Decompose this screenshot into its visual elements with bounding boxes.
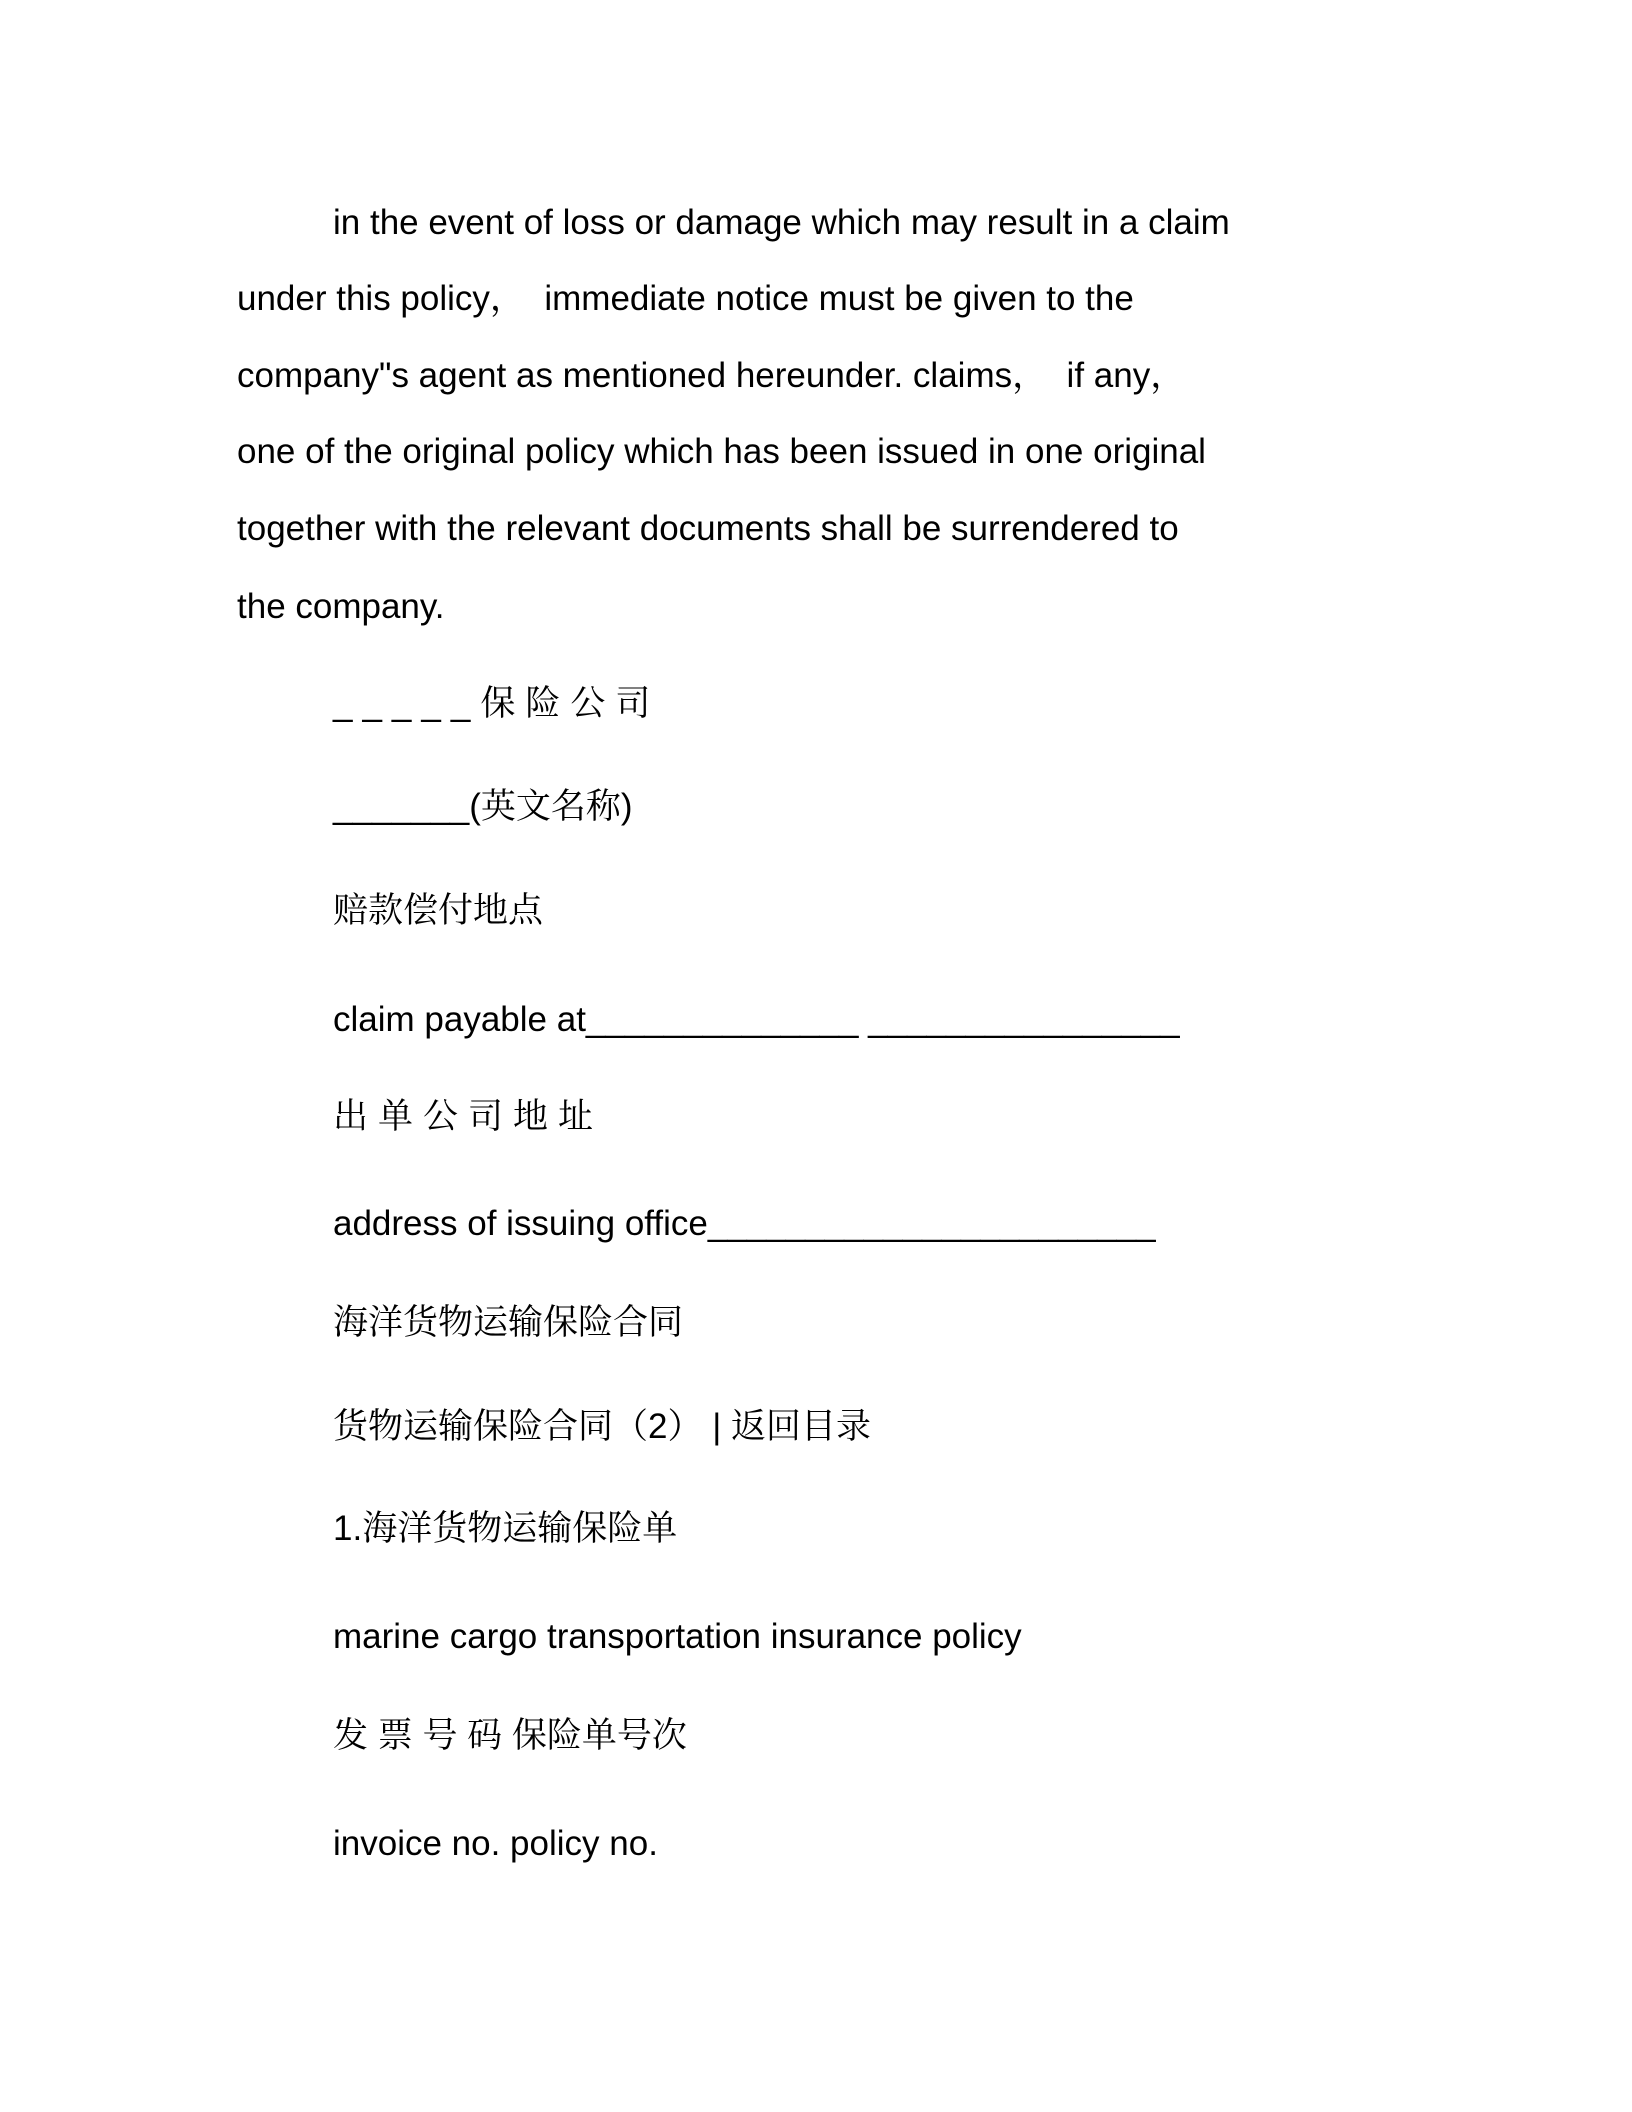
return-to-contents-link[interactable]: 货物运输保险合同（2） | 返回目录 [333,1407,872,1446]
paragraph-line: one of the original policy which has been issued in one original [237,432,1206,471]
issuing-office-heading: 出单公司地址 [333,1097,604,1136]
english-name-line: _______(英文名称) [333,787,633,826]
invoice-policy-heading: 发 票 号 码 保险单号次 [333,1716,687,1755]
invoice-policy-line: invoice no. policy no. [333,1824,658,1863]
policy-title-english: marine cargo transportation insurance policy [333,1617,1022,1656]
paragraph-line: under this policy， immediate notice must be given to the [237,279,1134,318]
paragraph-line: together with the relevant documents shall be surrendered to [237,509,1179,548]
paragraph-line: in the event of loss or damage which may result in a claim [333,203,1230,242]
section-heading: 1.海洋货物运输保险单 [333,1509,678,1548]
issuing-office-line: address of issuing office_______________________ [333,1204,1156,1243]
paragraph-line: company"s agent as mentioned hereunder. claims， if any， [237,356,1186,395]
contract-title: 海洋货物运输保险合同 [333,1303,684,1342]
claim-place-heading: 赔款偿付地点 [333,891,544,930]
insurance-company-line: _____保险公司 [333,684,661,723]
claim-payable-line: claim payable at______________ ________________ [333,1000,1180,1039]
paragraph-line: the company. [237,587,445,626]
